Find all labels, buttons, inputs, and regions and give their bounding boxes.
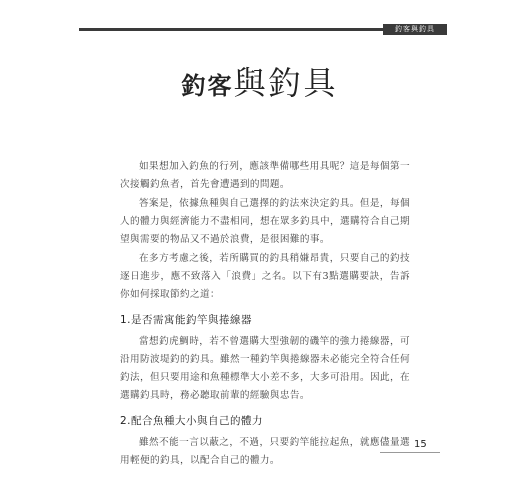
chapter-title-part1: 釣客 bbox=[181, 72, 234, 100]
paragraph-intro: 如果想加入釣魚的行列，應該準備哪些用具呢？這是每個第一次接觸釣魚者，首先會遭遇到的問題。 bbox=[120, 161, 410, 190]
chapter-title bbox=[0, 58, 520, 104]
chapter-title-part2: 與釣具 bbox=[233, 64, 339, 102]
running-header-tab: 釣客與釣具 bbox=[383, 24, 447, 35]
section-body-1: 當想釣虎鯛時，若不曾選購大型強韌的磯竿的強力捲線器，可沿用防波堤釣的釣具。雖然一種釣竿與捲線器未必能完全符合任何釣法，但只要用途和魚種標準大小差不多，大多可沿用。因此，在選購釣具時，務必聽取前輩的經驗與忠告。 bbox=[120, 336, 410, 401]
paragraph-tips-intro: 在多方考慮之後，若所購買的釣具稍嫌昂貴，只要自己的釣技逐日進步，應不致落入「浪費」之名。以下有3點選購要訣，告訴你如何採取節約之道： bbox=[120, 253, 410, 300]
page-number: 15 bbox=[414, 439, 427, 450]
page-number-rule bbox=[380, 452, 440, 453]
article-body bbox=[120, 158, 410, 470]
section-body-2: 雖然不能一言以蔽之，不過，只要釣竿能拉起魚，就應儘量選用輕便的釣具，以配合自己的體力。 bbox=[120, 437, 410, 466]
section-heading-1: 1.是否需寓能釣竿與捲線器 bbox=[120, 314, 253, 326]
paragraph-answer: 答案是，依據魚種與自己選擇的釣法來決定釣具。但是，每個人的體力與經濟能力不盡相同，想在眾多釣具中，選購符合自己期望與需要的物品又不過於浪費，是很困難的事。 bbox=[120, 198, 410, 245]
section-heading-2: 2.配合魚種大小與自己的體力 bbox=[120, 415, 264, 427]
